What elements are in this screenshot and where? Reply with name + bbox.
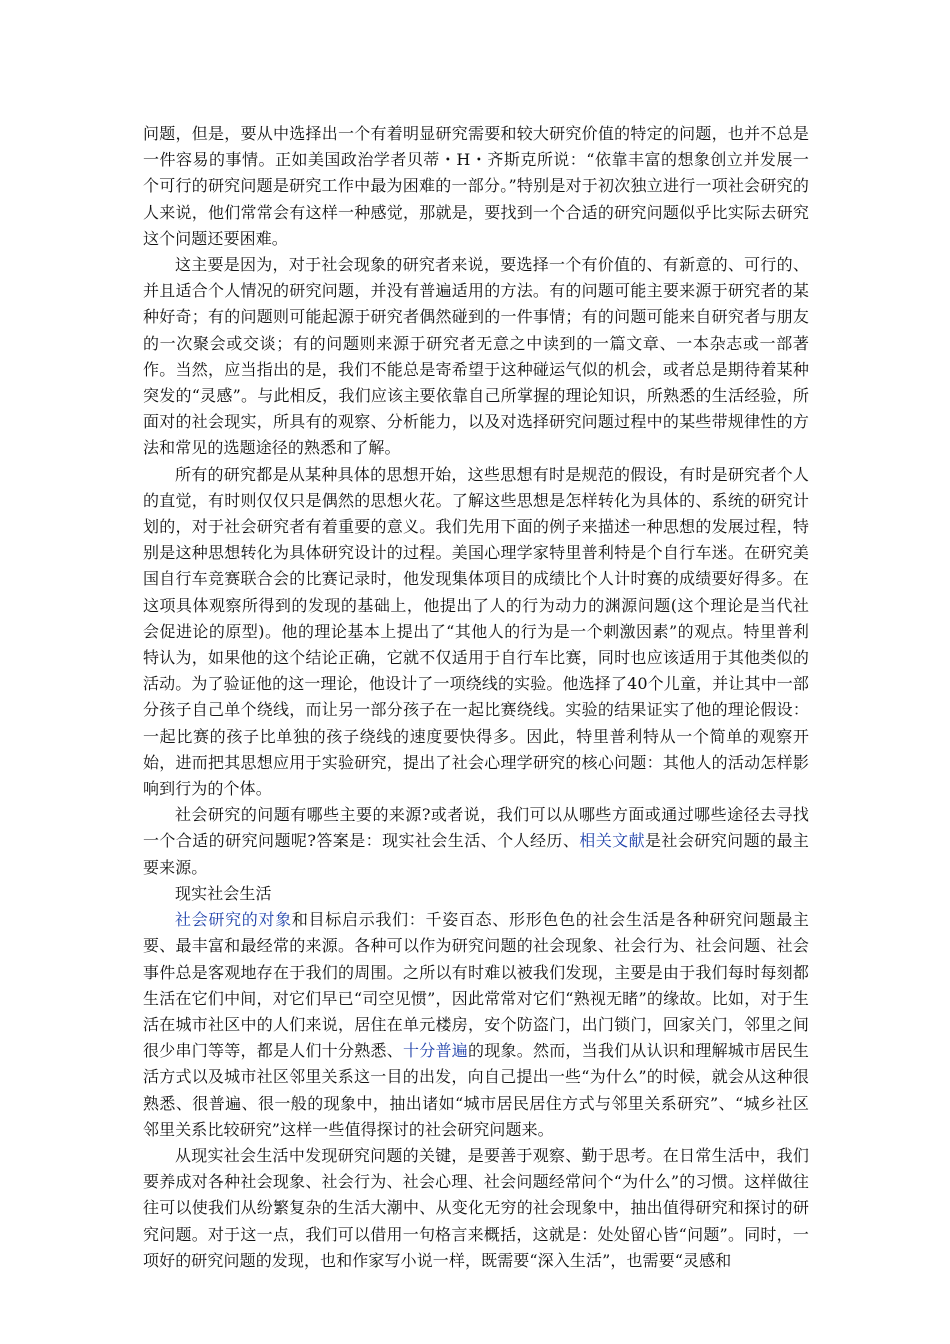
paragraph-4-text-end: 是社会研究问题的最主要来源。 [143, 831, 809, 877]
paragraph-1: 问题，但是，要从中选择出一个有着明显研究需要和较大研究价值的特定的问题，也并不总是一件容易的事情。正如美国政治学者贝蒂・H・齐斯克所说：“依靠丰富的想象创立并发展一个可行的研究问题是研究工作中最为困难的一部分。”特别是对于初次独立进行一项社会研究的人来说，他们常常会有这样一种感觉，那就是，要找到一个合适的研究问题似乎比实际去研究这个问题还要困难。 [143, 124, 809, 248]
paragraph-5-text-2: 的现象。然而，当我们从认识和理解城市居民生活方式以及城市社区邻里关系这一目的出发，向自己提出一些“为什么”的时候，就会从这种很熟悉、很普遍、很一般的现象中，抽出诸如“城市居民居住方式与邻里关系研究”、“城乡社区邻里关系比较研究”这样一些值得探讨的社会研究问题来。 [143, 1041, 809, 1139]
related-literature-link[interactable]: 相关文献 [579, 831, 645, 851]
paragraph-3: 所有的研究都是从某种具体的思想开始，这些思想有时是规范的假设，有时是研究者个人的直觉，有时则仅仅只是偶然的思想火花。了解这些思想是怎样转化为具体的、系统的研究计划的，对于社会研究者有着重要的意义。我们先用下面的例子来描述一种思想的发展过程，特别是这种思想转化为具体研究设计的过程。美国心理学家特里普利特是个自行车迷。在研究美国自行车竞赛联合会的比赛记录时，他发现集体项目的成绩比个人计时赛的成绩要好得多。在这项具体观察所得到的发现的基础上，他提出了人的行为动力的渊源问题(这个理论是当代社会促进论的原型)。他的理论基本上提出了“其他人的行为是一个刺激因素”的观点。特里普利特认为，如果他的这个结论正确，它就不仅适用于自行车比赛，同时也应该适用于其他类似的活动。为了验证他的这一理论，他设计了一项绕线的实验。他选择了40个儿童，并让其中一部分孩子自己单个绕线，而让另一部分孩子在一起比赛绕线。实验的结果证实了他的理论假设：一起比赛的孩子比单独的孩子绕线的速度要快得多。因此，特里普利特从一个简单的观察开始，进而把其思想应用于实验研究，提出了社会心理学研究的核心问题：其他人的活动怎样影响到行为的个体。 [143, 464, 809, 799]
paragraph-5-text-1: 和目标启示我们：千姿百态、形形色色的社会生活是各种研究问题最主要、最丰富和最经常的来源。各种可以作为研究问题的社会现象、社会行为、社会问题、社会事件总是客观地存在于我们的周围。之所以有时难以被我们发现，主要是由于我们每时每刻都生活在它们中间，对它们早已“司空见惯”，因此常常对它们“熟视无睹”的缘故。比如，对于生活在城市社区中的人们来说，居住在单元楼房，安个防盗门，出门锁门，回家关门，邻里之间很少串门等等，都是人们十分熟悉、 [143, 910, 809, 1061]
paragraph-4 [143, 802, 809, 881]
document-page [143, 121, 809, 1274]
paragraph-5 [143, 907, 809, 1143]
very-common-link[interactable]: 十分普遍 [402, 1041, 468, 1061]
section-heading: 现实社会生活 [175, 883, 272, 903]
research-object-link[interactable]: 社会研究的对象 [175, 910, 292, 930]
paragraph-2: 这主要是因为，对于社会现象的研究者来说，要选择一个有价值的、有新意的、可行的、并且适合个人情况的研究问题，并没有普遍适用的方法。有的问题可能主要来源于研究者的某种好奇；有的问题则可能起源于研究者偶然碰到的一件事情；有的问题可能来自研究者与朋友的一次聚会或交谈；有的问题则来源于研究者无意之中读到的一篇文章、一本杂志或一部著作。当然，应当指出的是，我们不能总是寄希望于这种碰运气似的机会，或者总是期待着某种突发的“灵感”。与此相反，我们应该主要依靠自己所掌握的理论知识，所熟悉的生活经验，所面对的社会现实，所具有的观察、分析能力，以及对选择研究问题过程中的某些带规律性的方法和常见的选题途径的熟悉和了解。 [143, 255, 809, 458]
paragraph-6: 从现实社会生活中发现研究问题的关键，是要善于观察、勤于思考。在日常生活中，我们要养成对各种社会现象、社会行为、社会心理、社会问题经常问个“为什么”的习惯。这样做往往可以使我们从纷繁复杂的生活大潮中、从变化无穷的社会现象中，抽出值得研究和探讨的研究问题。对于这一点，我们可以借用一句格言来概括，这就是：处处留心皆“问题”。同时，一项好的研究问题的发现，也和作家写小说一样，既需要“深入生活”，也需要“灵感和 [143, 1145, 809, 1270]
paragraph-4-text-start: 社会研究的问题有哪些主要的来源?或者说，我们可以从哪些方面或通过哪些途径去寻找一个合适的研究问题呢?答案是：现实社会生活、个人经历、 [143, 805, 809, 851]
